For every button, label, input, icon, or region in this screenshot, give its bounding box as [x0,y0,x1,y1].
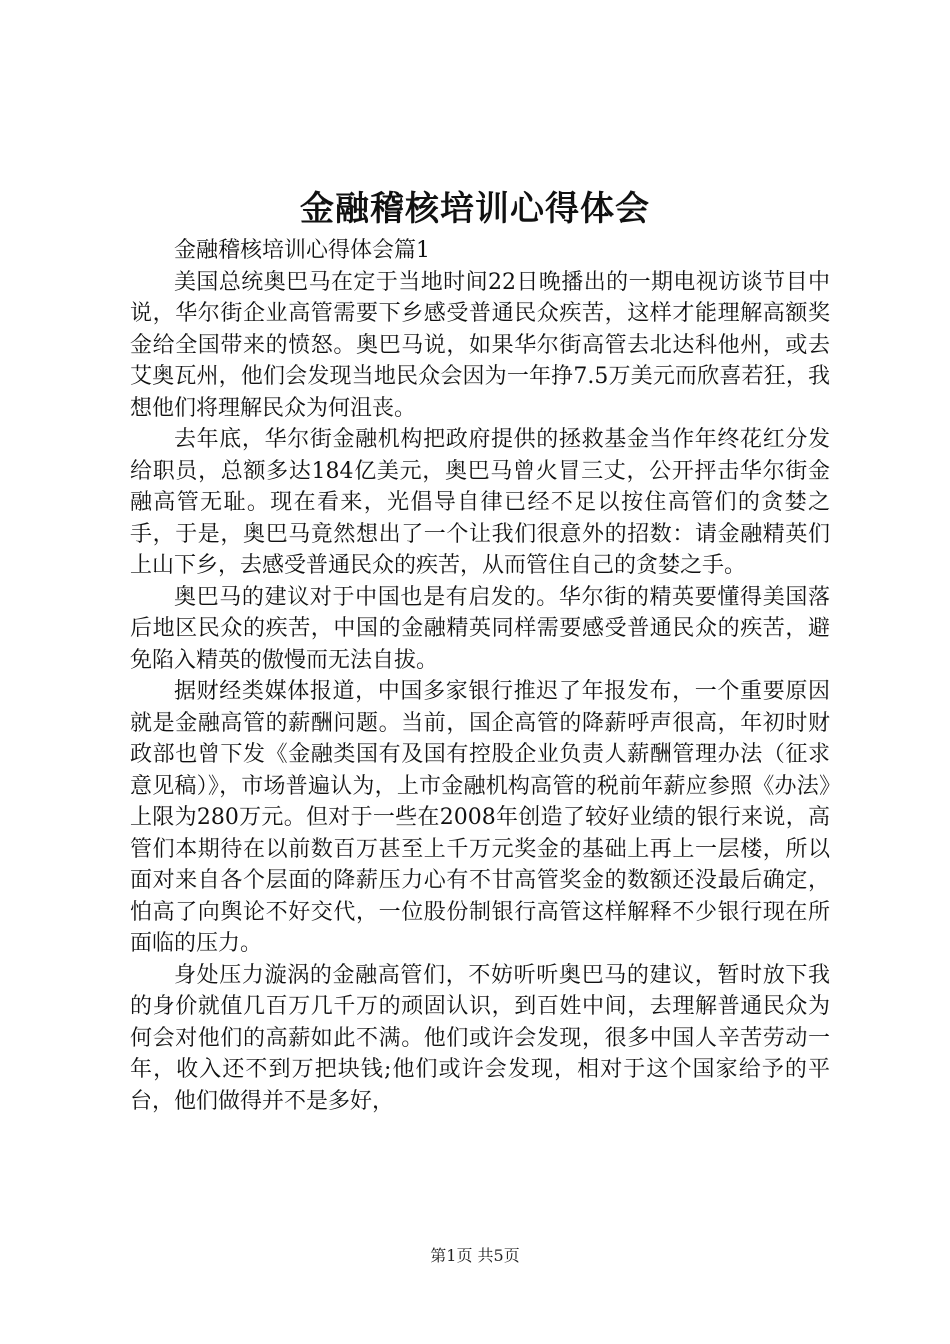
page-number-footer: 第1页 共5页 [430,1246,520,1265]
paragraph-3: 奥巴马的建议对于中国也是有启发的。华尔街的精英要懂得美国落后地区民众的疾苦，中国的金融精英同样需要感受普通民众的疾苦，避免陷入精英的傲慢而无法自拔。 [130,584,830,673]
paragraph-2: 去年底，华尔街金融机构把政府提供的拯救基金当作年终花红分发给职员，总额多达184亿美元，奥巴马曾火冒三丈，公开抨击华尔街金融高管无耻。现在看来，光倡导自律已经不足以按住高管们的贪婪之手，于是，奥巴马竟然想出了一个让我们很意外的招数：请金融精英们上山下乡，去感受普通民众的疾苦，从而管住自己的贪婪之手。 [130,427,830,578]
paragraph-1: 美国总统奥巴马在定于当地时间22日晚播出的一期电视访谈节目中说，华尔街企业高管需要下乡感受普通民众疾苦，这样才能理解高额奖金给全国带来的愤怒。奥巴马说，如果华尔街高管去北达科他州，或去艾奥瓦州，他们会发现当地民众会因为一年挣7.5万美元而欣喜若狂，我想他们将理解民众为何沮丧。 [130,269,830,421]
section-heading: 金融稽核培训心得体会篇1 [174,238,430,263]
document-title: 金融稽核培训心得体会 [300,189,650,229]
paragraph-5: 身处压力漩涡的金融高管们，不妨听听奥巴马的建议，暂时放下我的身价就值几百万几千万的顽固认识，到百姓中间，去理解普通民众为何会对他们的高薪如此不满。他们或许会发现，很多中国人辛苦劳动一年，收入还不到万把块钱;他们或许会发现，相对于这个国家给予的平台，他们做得并不是多好， [130,962,830,1114]
paragraph-4: 据财经类媒体报道，中国多家银行推迟了年报发布，一个重要原因就是金融高管的薪酬问题。当前，国企高管的降薪呼声很高，年初时财政部也曾下发《金融类国有及国有控股企业负责人薪酬管理办法（征求意见稿）》，市场普遍认为，上市金融机构高管的税前年薪应参照《办法》上限为280万元。但对于一些在2008年创造了较好业绩的银行来说，高管们本期待在以前数百万甚至上千万元奖金的基础上再上一层楼，所以面对来自各个层面的降薪压力心有不甘高管奖金的数额还没最后确定，怕高了向舆论不好交代，一位股份制银行高管这样解释不少银行现在所面临的压力。 [130,679,830,956]
document-body [130,235,830,1117]
